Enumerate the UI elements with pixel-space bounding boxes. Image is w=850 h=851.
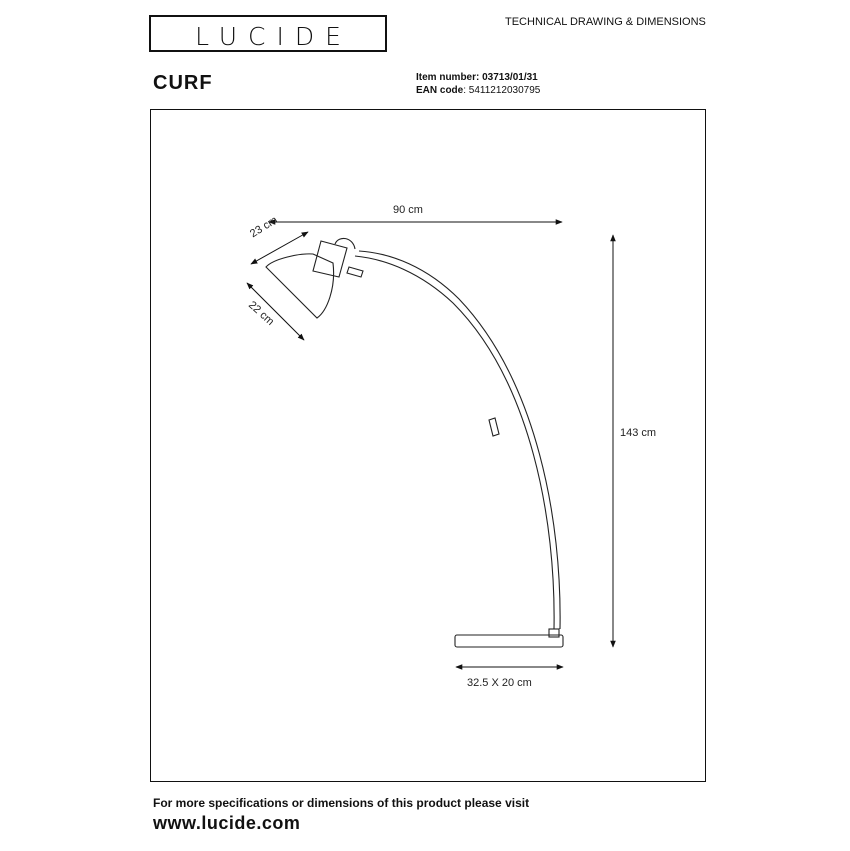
arm-end bbox=[347, 267, 363, 277]
lamp-drawing bbox=[1, 1, 850, 851]
lamp-arm-outer bbox=[355, 256, 554, 629]
lamp-base bbox=[455, 635, 563, 647]
shade-diameter-label: 22 cm bbox=[245, 299, 277, 328]
website-link[interactable]: www.lucide.com bbox=[153, 813, 301, 833]
lamp-outline bbox=[266, 238, 563, 647]
ean-row: EAN code: 5411212030795 bbox=[416, 85, 541, 96]
item-number: 03713/01/31 bbox=[482, 72, 538, 83]
width-label: 90 cm bbox=[393, 204, 423, 216]
dimension-lines bbox=[247, 222, 613, 667]
drawing-frame bbox=[150, 109, 706, 782]
footer-text: For more specifications or dimensions of this product please visit bbox=[153, 796, 530, 810]
shade-cap bbox=[313, 241, 347, 277]
logo-text: LUCIDE bbox=[195, 22, 352, 51]
height-label: 143 cm bbox=[620, 427, 657, 439]
item-number-label: Item number: bbox=[416, 72, 480, 83]
ean-code: 5411212030795 bbox=[468, 85, 541, 96]
lamp-shade bbox=[266, 254, 334, 318]
lamp-arm-inner bbox=[359, 251, 560, 629]
arm-joint bbox=[489, 418, 499, 436]
shade-depth-label: 23 cm bbox=[248, 214, 280, 241]
base-connector bbox=[549, 629, 559, 637]
ean-label: EAN code bbox=[416, 85, 464, 96]
document-type: TECHNICAL DRAWING & DIMENSIONS bbox=[505, 16, 706, 28]
base-label: 32.5 X 20 cm bbox=[467, 677, 532, 689]
product-name: CURF bbox=[153, 72, 213, 94]
